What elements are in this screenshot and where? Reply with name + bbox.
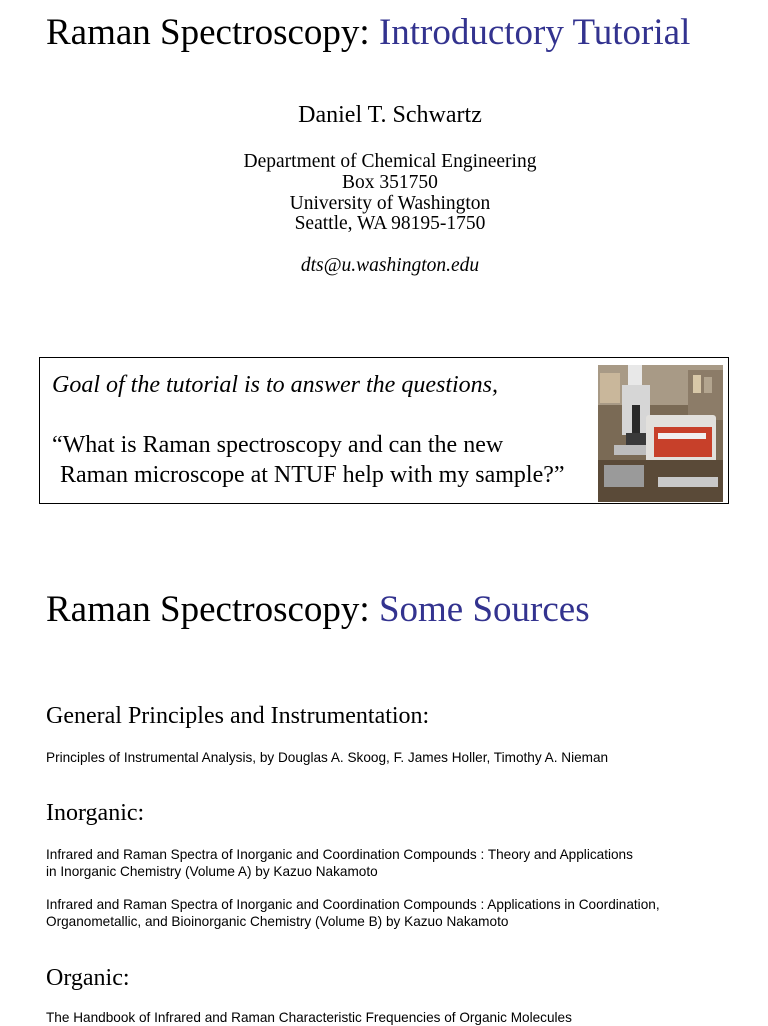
reference-line: The Handbook of Infrared and Raman Characteristic Frequencies of Organic Molecules [46, 1010, 572, 1025]
slide2-title-accent: Some Sources [378, 589, 590, 630]
goal-statement: Goal of the tutorial is to answer the questions, [52, 372, 499, 398]
reference-line: Infrared and Raman Spectra of Inorganic and Coordination Compounds : Applications in Coordination, [46, 897, 660, 912]
section-heading-inorganic: Inorganic: [46, 800, 145, 826]
author-name: Daniel T. Schwartz [298, 102, 482, 128]
question-line-1: “What is Raman spectroscopy and can the new [52, 432, 504, 458]
affiliation-block [0, 152, 768, 235]
reference-line: Infrared and Raman Spectra of Inorganic and Coordination Compounds : Theory and Applications [46, 847, 633, 862]
city-address: Seattle, WA 98195-1750 [294, 213, 486, 235]
reference-line: Organometallic, and Bioinorganic Chemistry (Volume B) by Kazuo Nakamoto [46, 914, 509, 929]
reference-line: in Inorganic Chemistry (Volume A) by Kazuo Nakamoto [46, 864, 378, 879]
slide1-title-accent: Introductory Tutorial [378, 12, 691, 53]
box-number: Box 351750 [342, 171, 438, 193]
email-address: dts@u.washington.edu [300, 255, 480, 276]
raman-microscope-photo [598, 365, 723, 502]
section-heading-general: General Principles and Instrumentation: [46, 703, 430, 729]
reference-item [46, 896, 660, 930]
reference-item [46, 749, 608, 766]
slide1-title [46, 13, 690, 54]
slide1-title-prefix: Raman Spectroscopy: [46, 12, 370, 53]
slide2-title [46, 590, 590, 631]
reference-line: Principles of Instrumental Analysis, by Douglas A. Skoog, F. James Holler, Timothy A. Nieman [46, 750, 609, 765]
reference-item [46, 1009, 572, 1026]
question-line-2: Raman microscope at NTUF help with my sample?” [60, 462, 565, 488]
section-heading-organic: Organic: [46, 965, 130, 991]
university: University of Washington [289, 192, 491, 214]
slide2-title-prefix: Raman Spectroscopy: [46, 589, 370, 630]
reference-item [46, 846, 633, 880]
department: Department of Chemical Engineering [243, 151, 537, 172]
